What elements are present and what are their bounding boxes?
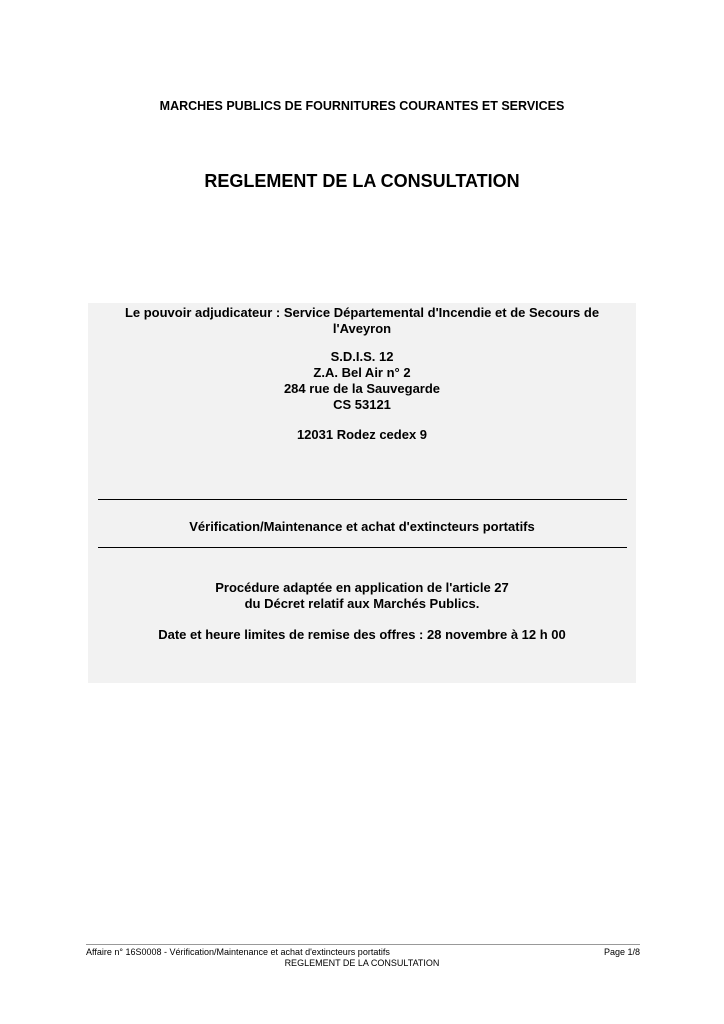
- footer-document-title: REGLEMENT DE LA CONSULTATION: [284, 958, 440, 968]
- footer-divider: [86, 944, 640, 945]
- consultation-subject: Vérification/Maintenance et achat d'extincteurs portatifs: [189, 519, 535, 534]
- separator-rule-bottom: [98, 547, 627, 548]
- info-box: [88, 303, 636, 683]
- submission-deadline: Date et heure limites de remise des offres : 28 novembre à 12 h 00: [158, 627, 566, 642]
- authority-line-2: l'Aveyron: [332, 321, 392, 336]
- document-main-title: REGLEMENT DE LA CONSULTATION: [204, 171, 520, 191]
- city-line: 12031 Rodez cedex 9: [296, 427, 428, 442]
- address-line-1: S.D.I.S. 12: [330, 349, 394, 364]
- procedure-line-2: du Décret relatif aux Marchés Publics.: [244, 596, 480, 611]
- separator-rule-top: [98, 499, 627, 500]
- document-category-title: MARCHES PUBLICS DE FOURNITURES COURANTES ET SERVICES: [159, 99, 565, 113]
- procedure-line-1: Procédure adaptée en application de l'article 27: [215, 580, 509, 595]
- footer-page-number: Page 1/8: [603, 947, 640, 957]
- address-line-3: 284 rue de la Sauvegarde: [283, 381, 441, 396]
- address-line-2: Z.A. Bel Air n° 2: [313, 365, 411, 380]
- footer-reference: Affaire n° 16S0008 - Vérification/Maintenance et achat d'extincteurs portatifs: [86, 947, 390, 957]
- authority-line-1: Le pouvoir adjudicateur : Service Départemental d'Incendie et de Secours de: [124, 305, 600, 320]
- address-line-4: CS 53121: [333, 397, 391, 412]
